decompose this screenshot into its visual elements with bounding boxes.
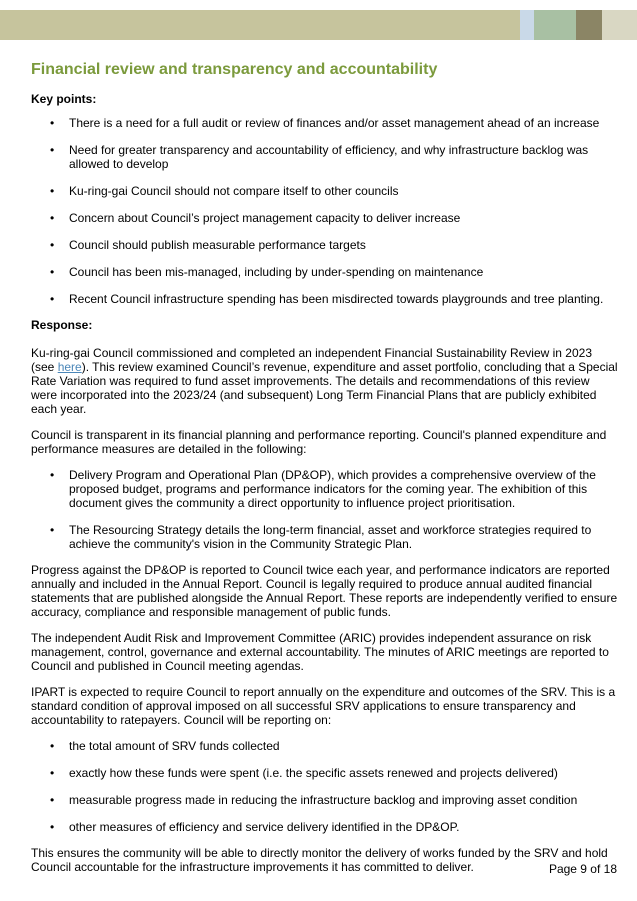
list-item-text: Recent Council infrastructure spending has been misdirected towards playgrounds and tree planting.: [69, 292, 604, 306]
bullet: •: [50, 143, 55, 157]
paragraph-transparency: Council is transparent in its financial planning and performance reporting. Council's planned expenditure and performance measures are detailed in the following:: [31, 428, 607, 456]
bullet: •: [50, 766, 55, 780]
bullet: •: [50, 523, 55, 537]
list-item: [31, 468, 618, 510]
list-item: [31, 292, 618, 306]
list-item-text: Council has been mis-managed, including by under-spending on maintenance: [69, 265, 484, 279]
reporting-list: [31, 739, 618, 834]
list-item-text: Ku-ring-gai Council should not compare itself to other councils: [69, 184, 399, 198]
key-points-label: Key points:: [31, 92, 97, 106]
review-link[interactable]: here: [57, 360, 82, 374]
paragraph-ipart: IPART is expected to require Council to report annually on the expenditure and outcomes of the SRV. This is a standard condition of approval imposed on all successful SRV applications to ensure transparency and accountability to ratepayers. Council will be reporting on:: [31, 685, 616, 727]
bullet: •: [50, 739, 55, 753]
list-item: [31, 793, 618, 807]
header-band: [0, 10, 637, 40]
list-item: [31, 523, 618, 551]
list-item: [31, 766, 618, 780]
paragraph-text: Ku-ring-gai Council commissioned and completed an independent Financial Sustainability Review in 2023 (see: [31, 346, 592, 374]
paragraph-text: ). This review examined Council’s revenue, expenditure and asset portfolio, concluding that a Special Rate Variation was required to fund asset improvements. The details and recommendations of this review were incorporated into the 2023/24 (and subsequent) Long Term Financial Plans that are publicly exhibited each year.: [31, 360, 618, 416]
paragraph-aric: The independent Audit Risk and Improvement Committee (ARIC) provides independent assurance on risk management, control, governance and external accountability. The minutes of ARIC meetings are reported to Council and published in Council meeting agendas.: [31, 631, 609, 673]
paragraph-review: [31, 346, 618, 416]
bullet: •: [50, 116, 55, 130]
bullet: •: [50, 292, 55, 306]
bullet: •: [50, 238, 55, 252]
header-band-green: [534, 10, 576, 40]
response-label: Response:: [31, 318, 93, 332]
list-item-text: other measures of efficiency and service delivery identified in the DP&OP.: [69, 820, 460, 834]
bullet: •: [50, 265, 55, 279]
list-item-text: There is a need for a full audit or review of finances and/or asset management ahead of an increase: [69, 116, 600, 130]
list-item: [31, 211, 618, 225]
list-item: [31, 184, 618, 198]
list-item-text: the total amount of SRV funds collected: [69, 739, 280, 753]
paragraph-progress: Progress against the DP&OP is reported to Council twice each year, and performance indicators are reported annually and included in the Annual Report. Council is legally required to produce annual audited financial statements that are published alongside the Annual Report. These reports are independently verified to ensure accuracy, compliance and responsible management of public funds.: [31, 563, 618, 619]
list-item-text: Delivery Program and Operational Plan (DP&OP), which provides a comprehensive overview of the proposed budget, programs and performance indicators for the coming year. The exhibition of this document gives the community a direct opportunity to influence project prioritisation.: [69, 468, 596, 510]
list-item: [31, 116, 618, 130]
list-item-text: The Resourcing Strategy details the long-term financial, asset and workforce strategies required to achieve the community's vision in the Community Strategic Plan.: [69, 523, 592, 551]
list-item: [31, 739, 618, 753]
bullet: •: [50, 793, 55, 807]
list-item: [31, 143, 618, 171]
list-item-text: measurable progress made in reducing the infrastructure backlog and improving asset condition: [69, 793, 578, 807]
list-item: [31, 238, 618, 252]
paragraph-closing: This ensures the community will be able to directly monitor the delivery of works funded by the SRV and hold Council accountable for the infrastructure improvements it has committed to deliver.: [31, 846, 608, 874]
key-points-list: [31, 116, 618, 306]
header-band-main: [0, 10, 520, 40]
bullet: •: [50, 468, 55, 482]
header-band-blue: [520, 10, 534, 40]
header-band-olive: [576, 10, 602, 40]
header-band-end: [602, 10, 637, 40]
page-number: Page 9 of 18: [548, 862, 617, 876]
planning-list: [31, 468, 618, 551]
list-item: [31, 265, 618, 279]
bullet: •: [50, 211, 55, 225]
bullet: •: [50, 184, 55, 198]
list-item-text: Concern about Council’s project management capacity to deliver increase: [69, 211, 461, 225]
page-content: [31, 60, 618, 874]
list-item-text: exactly how these funds were spent (i.e. the specific assets renewed and projects delivered): [69, 766, 558, 780]
list-item: [31, 820, 618, 834]
list-item-text: Council should publish measurable performance targets: [69, 238, 366, 252]
bullet: •: [50, 820, 55, 834]
list-item-text: Need for greater transparency and accountability of efficiency, and why infrastructure backlog was allowed to develop: [69, 143, 589, 171]
section-title: Financial review and transparency and accountability: [31, 61, 438, 78]
